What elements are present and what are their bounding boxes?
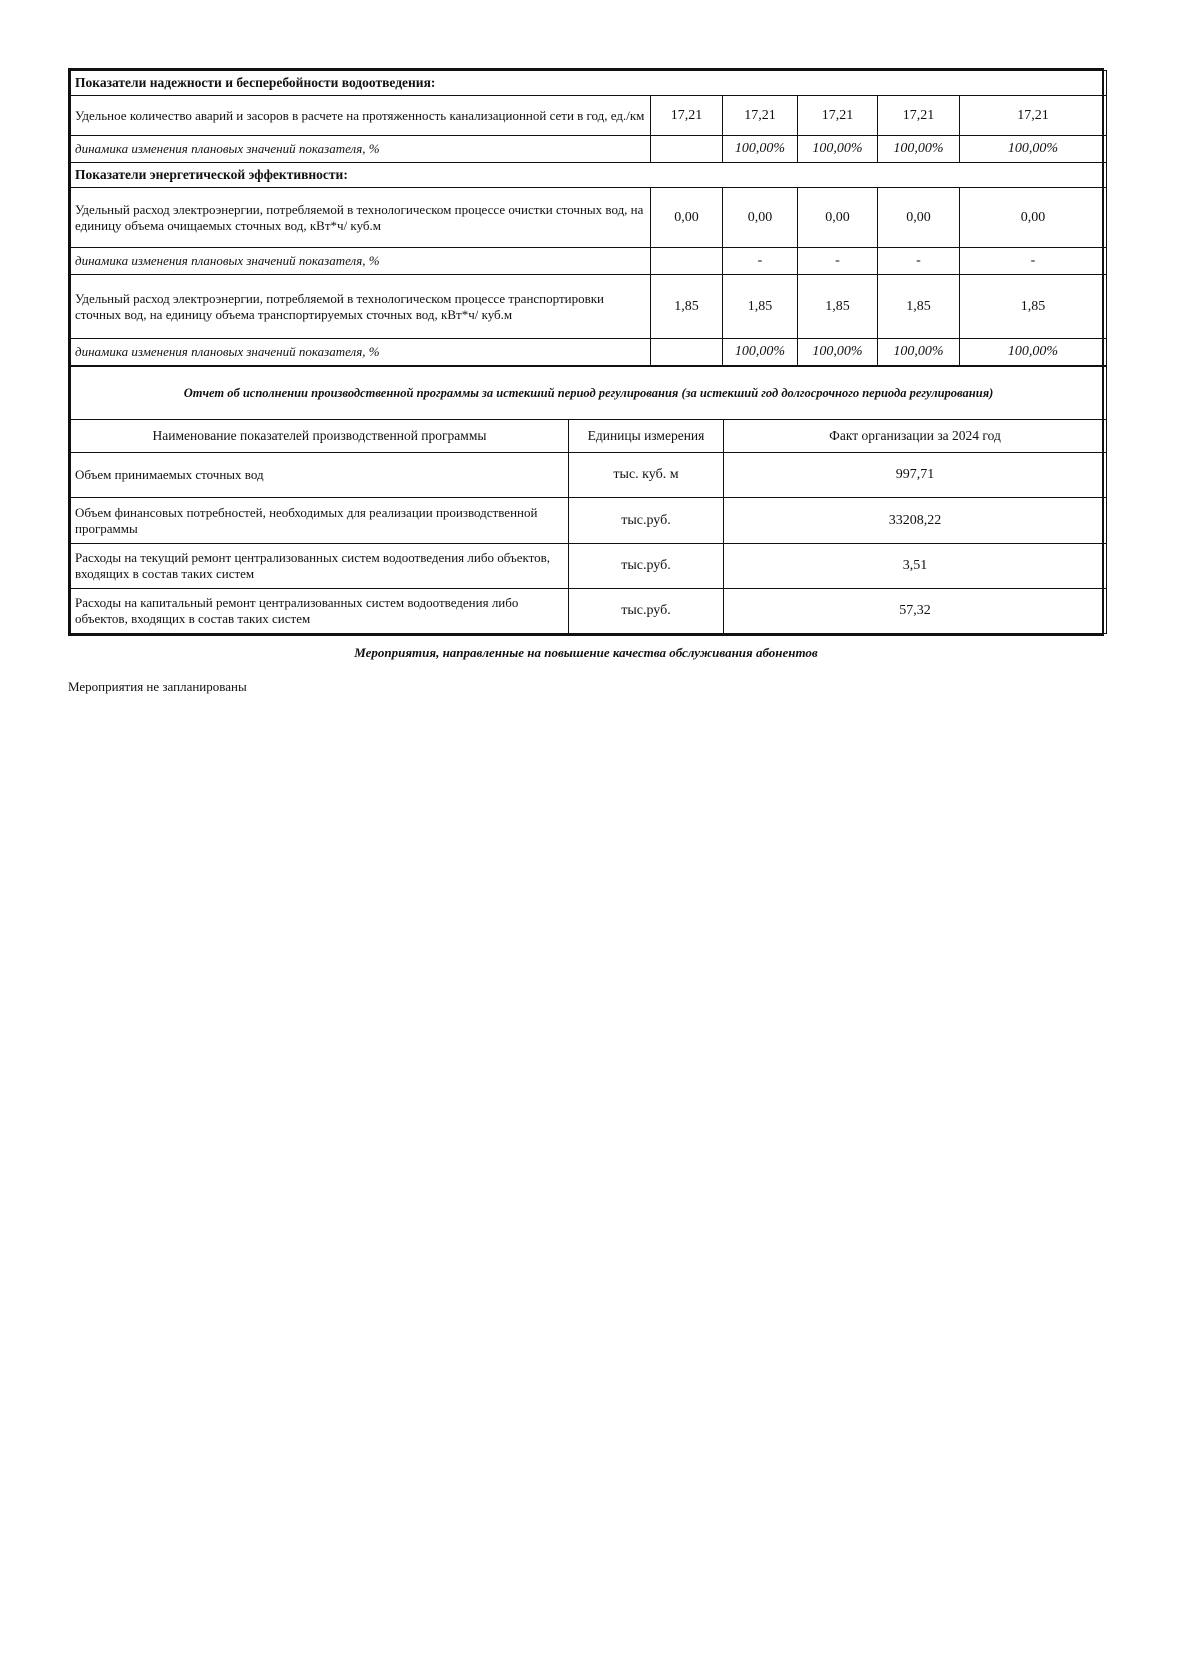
dynamics-value: - <box>878 248 960 275</box>
table-row <box>71 544 1107 589</box>
indicator-value: 1,85 <box>723 275 798 339</box>
dynamics-label: динамика изменения плановых значений показателя, % <box>71 339 651 366</box>
dynamics-value: 100,00% <box>960 136 1107 163</box>
table-row <box>71 275 1107 339</box>
report-item-value: 3,51 <box>724 544 1107 589</box>
report-table <box>70 366 1107 634</box>
measures-note: Мероприятия не запланированы <box>68 679 247 694</box>
report-header-row <box>71 420 1107 453</box>
dynamics-value <box>651 136 723 163</box>
report-item-name: Расходы на текущий ремонт централизованных систем водоотведения либо объектов, входящих в состав таких систем <box>71 544 569 589</box>
table-row <box>71 339 1107 366</box>
dynamics-value: - <box>798 248 878 275</box>
dynamics-value: 100,00% <box>878 339 960 366</box>
column-header-unit: Единицы измерения <box>569 420 724 453</box>
dynamics-value: 100,00% <box>798 339 878 366</box>
report-item-name: Объем финансовых потребностей, необходимых для реализации производственной программы <box>71 498 569 544</box>
dynamics-value: - <box>723 248 798 275</box>
dynamics-value: 100,00% <box>960 339 1107 366</box>
indicator-value: 1,85 <box>798 275 878 339</box>
dynamics-value: 100,00% <box>723 339 798 366</box>
dynamics-value: 100,00% <box>878 136 960 163</box>
report-item-value: 33208,22 <box>724 498 1107 544</box>
indicator-value: 0,00 <box>798 188 878 248</box>
indicator-value: 1,85 <box>878 275 960 339</box>
dynamics-value <box>651 248 723 275</box>
dynamics-value: - <box>960 248 1107 275</box>
table-row <box>71 589 1107 634</box>
report-item-unit: тыс.руб. <box>569 498 724 544</box>
report-item-unit: тыс.руб. <box>569 589 724 634</box>
dynamics-value <box>651 339 723 366</box>
report-caption: Отчет об исполнении производственной программы за истекший период регулирования (за истекший год долгосрочного периода регулирования) <box>71 367 1107 420</box>
indicator-value: 0,00 <box>723 188 798 248</box>
indicator-value: 17,21 <box>960 96 1107 136</box>
section-title: Показатели энергетической эффективности: <box>71 163 1107 188</box>
indicator-value: 17,21 <box>798 96 878 136</box>
report-caption-row <box>71 367 1107 420</box>
indicator-value: 0,00 <box>878 188 960 248</box>
section-title-reliability <box>71 71 1107 96</box>
indicators-table <box>70 70 1107 366</box>
indicator-value: 0,00 <box>651 188 723 248</box>
column-header-name: Наименование показателей производственной программы <box>71 420 569 453</box>
indicator-label: Удельный расход электроэнергии, потребляемой в технологическом процессе транспортировки сточных вод, на единицу объема транспортируемых сточных вод, кВт*ч/ куб.м <box>71 275 651 339</box>
report-item-name: Расходы на капитальный ремонт централизованных систем водоотведения либо объектов, входящих в состав таких систем <box>71 589 569 634</box>
report-item-value: 57,32 <box>724 589 1107 634</box>
dynamics-value: 100,00% <box>723 136 798 163</box>
report-item-value: 997,71 <box>724 453 1107 498</box>
measures-title: Мероприятия, направленные на повышение качества обслуживания абонентов <box>354 645 818 660</box>
table-row <box>71 453 1107 498</box>
table-row <box>71 248 1107 275</box>
indicator-value: 17,21 <box>723 96 798 136</box>
indicator-label: Удельное количество аварий и засоров в расчете на протяженность канализационной сети в год, ед./км <box>71 96 651 136</box>
table-row <box>71 96 1107 136</box>
indicator-value: 1,85 <box>960 275 1107 339</box>
table-row <box>71 498 1107 544</box>
indicator-value: 17,21 <box>878 96 960 136</box>
column-header-fact: Факт организации за 2024 год <box>724 420 1107 453</box>
report-item-name: Объем принимаемых сточных вод <box>71 453 569 498</box>
report-item-unit: тыс.руб. <box>569 544 724 589</box>
indicator-label: Удельный расход электроэнергии, потребляемой в технологическом процессе очистки сточных вод, на единицу объема очищаемых сточных вод, кВт*ч/ куб.м <box>71 188 651 248</box>
section-title-energy <box>71 163 1107 188</box>
section-title: Показатели надежности и бесперебойности водоотведения: <box>71 71 1107 96</box>
report-item-unit: тыс. куб. м <box>569 453 724 498</box>
indicator-value: 0,00 <box>960 188 1107 248</box>
dynamics-label: динамика изменения плановых значений показателя, % <box>71 248 651 275</box>
indicator-value: 1,85 <box>651 275 723 339</box>
indicators-table-frame <box>68 68 1104 636</box>
dynamics-label: динамика изменения плановых значений показателя, % <box>71 136 651 163</box>
table-row <box>71 136 1107 163</box>
table-row <box>71 188 1107 248</box>
indicator-value: 17,21 <box>651 96 723 136</box>
dynamics-value: 100,00% <box>798 136 878 163</box>
